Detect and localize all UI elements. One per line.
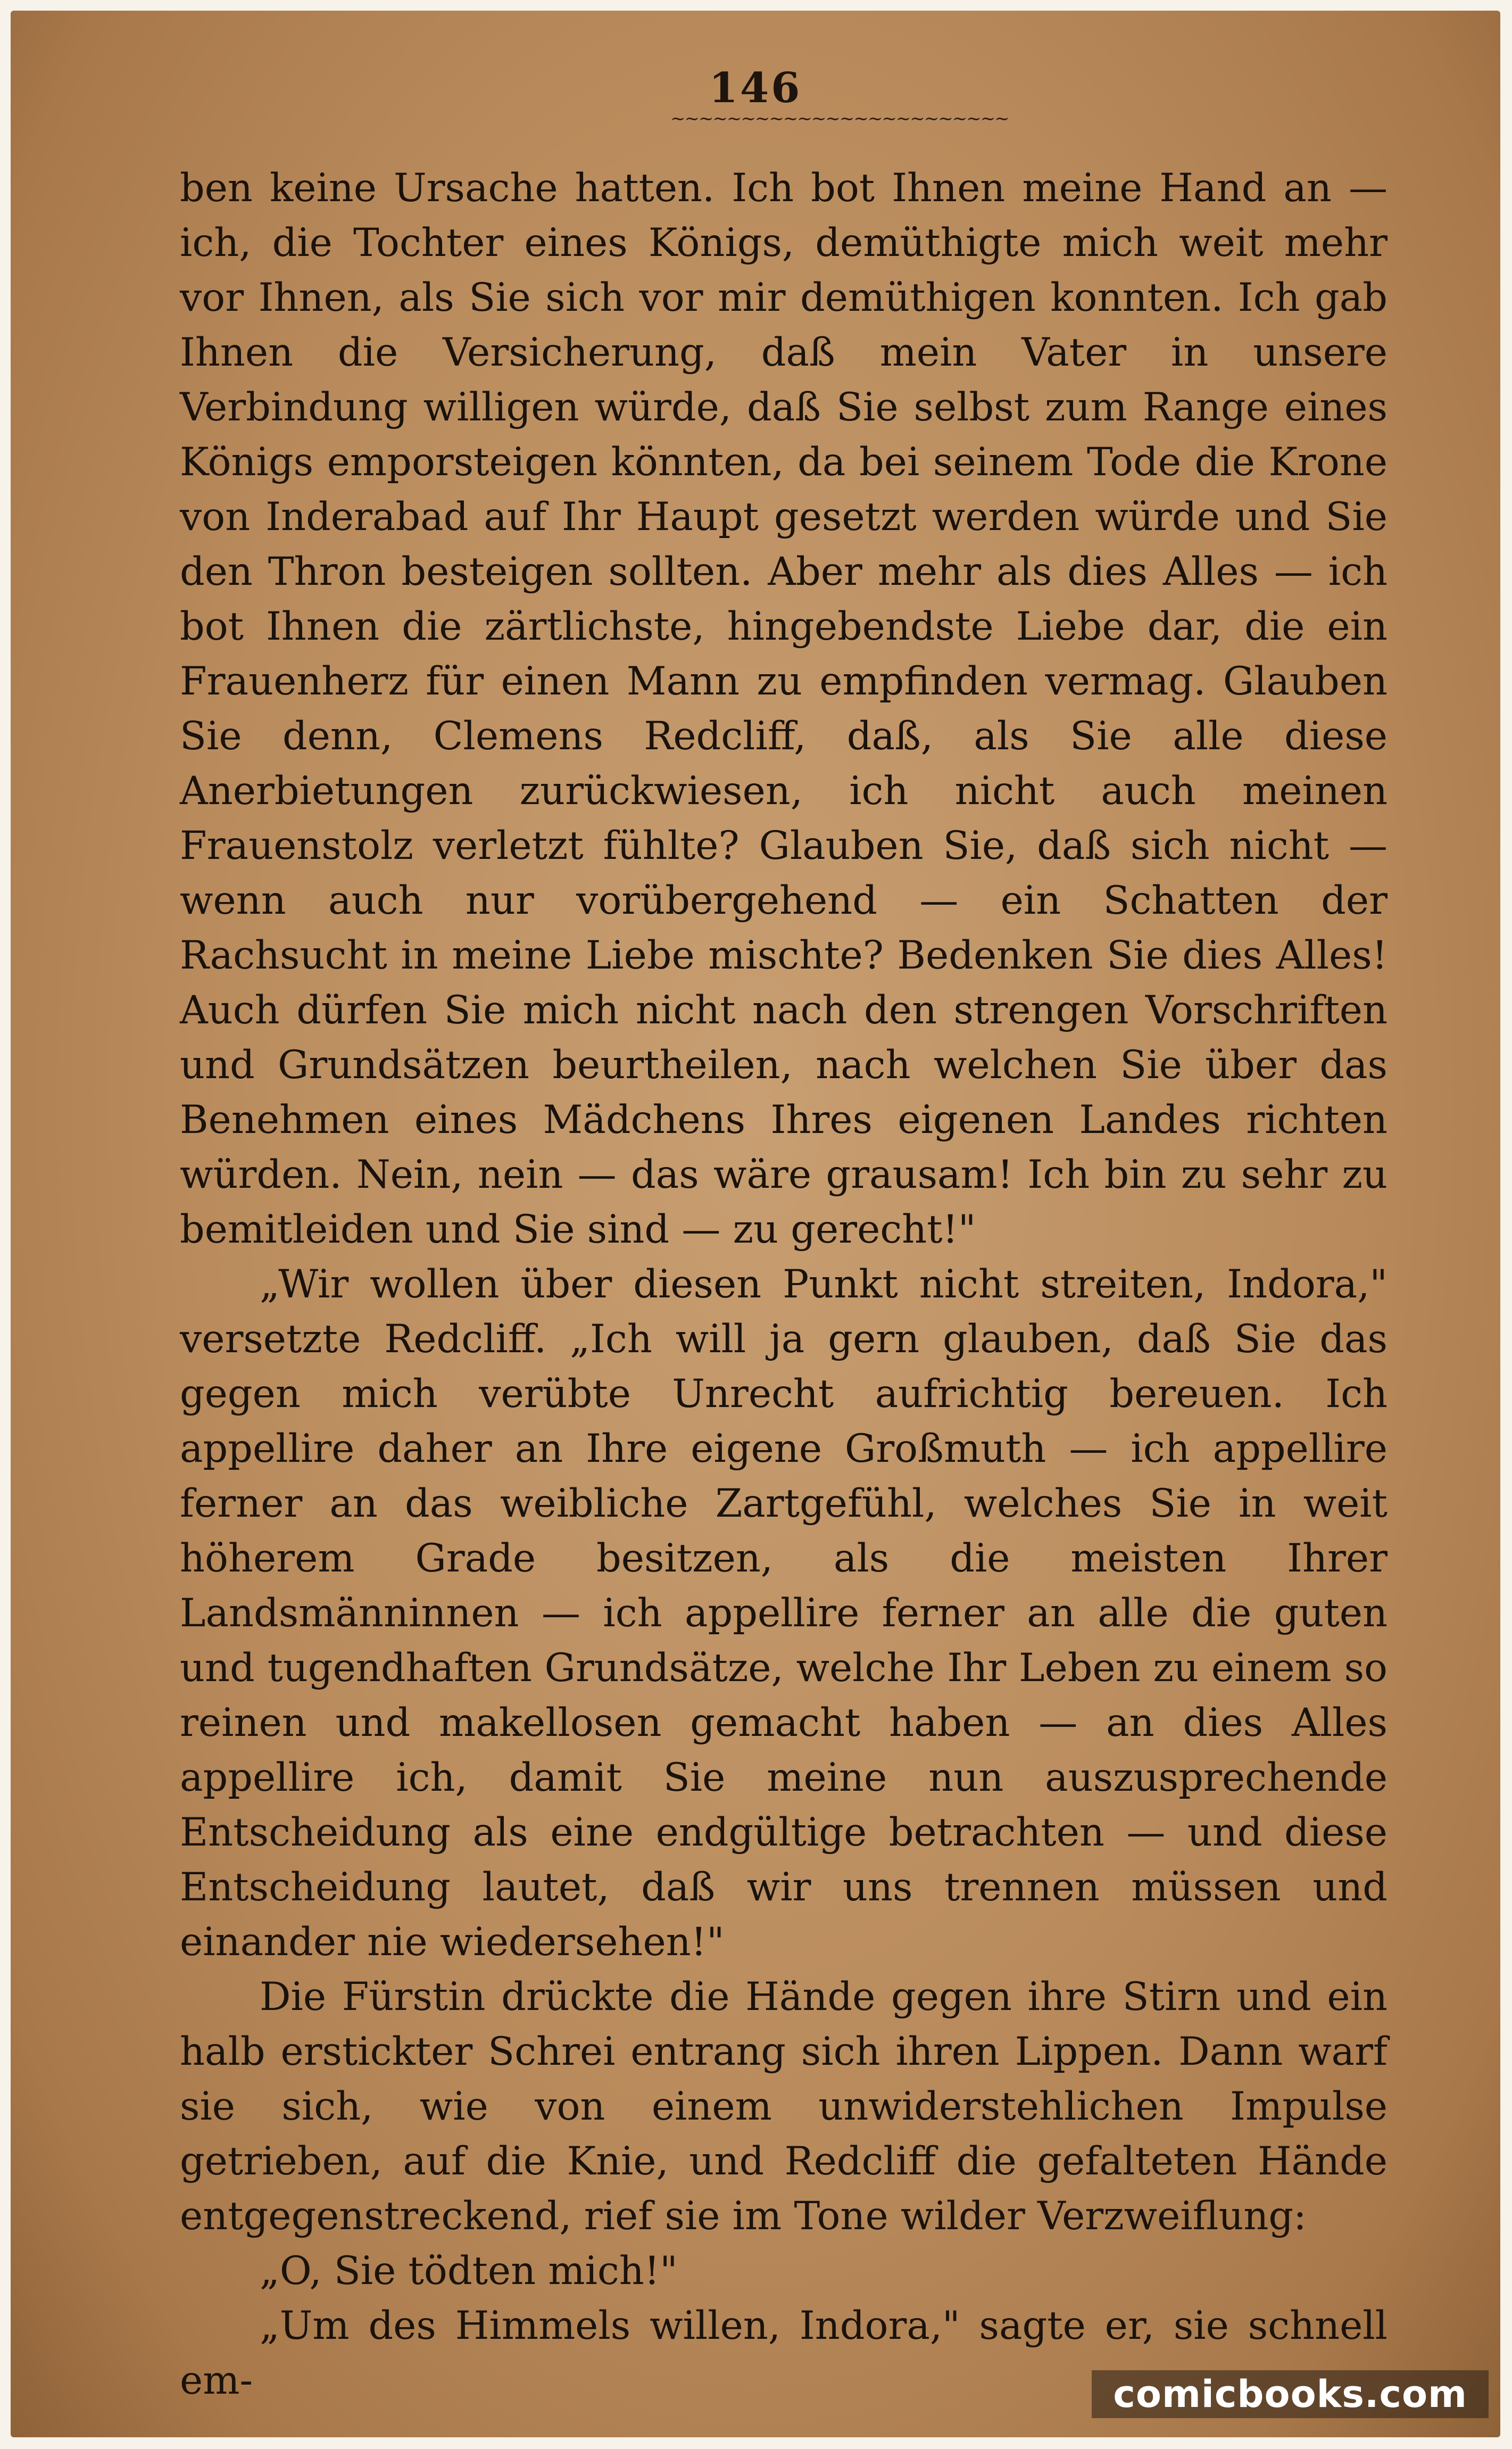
paragraph-continuation: ben keine Ursache hatten. Ich bot Ihnen meine Hand an — ich, die Tochter eines Königs, demüthigte mich weit mehr vor Ihnen, als Sie sich vor mir demüthigen konnten. Ich gab Ihnen die Versicherung, daß mein Vater in unsere Verbindung willigen würde, daß Sie selbst zum Range eines Königs emporsteigen könnten, da bei seinem Tode die Krone von Inderabad auf Ihr Haupt gesetzt werden würde und Sie den Thron besteigen sollten. Aber mehr als dies Alles — ich bot Ihnen die zärtlichste, hingebendste Liebe dar, die ein Frauenherz für einen Mann zu empfinden vermag. Glauben Sie denn, Clemens Redcliff, daß, als Sie alle diese Anerbietungen zurückwiesen, ich nicht auch meinen Frauenstolz verletzt fühlte? Glauben Sie, daß sich nicht — wenn auch nur vorübergehend — ein Schatten der Rachsucht in meine Liebe mischte? Bedenken Sie dies Alles! Auch dürfen Sie mich nicht nach den strengen Vorschriften und Grundsätzen beurtheilen, nach welchen Sie über das Benehmen eines Mädchens Ihres eigenen Landes richten würden. Nein, nein — das wäre grausam! Ich bin zu sehr zu bemitleiden und Sie sind — zu gerecht!" bbox=[180, 166, 1388, 1252]
paragraph-final-line: „Um des Himmels willen, Indora," sagte er, sie schnell em- bbox=[180, 2303, 1388, 2403]
book-page bbox=[11, 11, 1500, 2437]
header-ornament: ~~~~~~~~~~~~~~~~~~~~~~~~ bbox=[670, 108, 1009, 129]
paragraph-princess-reaction: Die Fürstin drückte die Hände gegen ihre Stirn und ein halb erstickter Schrei entrang sich ihren Lippen. Dann warf sie sich, wie von einem unwiderstehlichen Impulse getrieben, auf die Knie, und Redcliff die gefalteten Hände entgegenstreckend, rief sie im Tone wilder Verzweiflung: bbox=[180, 1974, 1388, 2239]
page-number: 146 bbox=[709, 64, 802, 112]
paragraph-exclamation: „O, Sie tödten mich!" bbox=[260, 2248, 678, 2294]
watermark-label: comicbooks.com bbox=[1092, 2370, 1489, 2418]
body-text bbox=[180, 161, 1388, 2408]
paragraph-redcliff-reply: „Wir wollen über diesen Punkt nicht streiten, Indora," versetzte Redcliff. „Ich will ja gern glauben, daß Sie das gegen mich verübte Unrecht aufrichtig bereuen. Ich appellire daher an Ihre eigene Großmuth — ich appellire ferner an das weibliche Zartgefühl, welches Sie in weit höherem Grade besitzen, als die meisten Ihrer Landsmänninnen — ich appellire ferner an alle die guten und tugendhaften Grundsätze, welche Ihr Leben zu einem so reinen und makellosen gemacht haben — an dies Alles appellire ich, damit Sie meine nun auszusprechende Entscheidung als eine endgültige betrachten — und diese Entscheidung lautet, daß wir uns trennen müssen und einander nie wiedersehen!" bbox=[180, 1262, 1388, 1965]
